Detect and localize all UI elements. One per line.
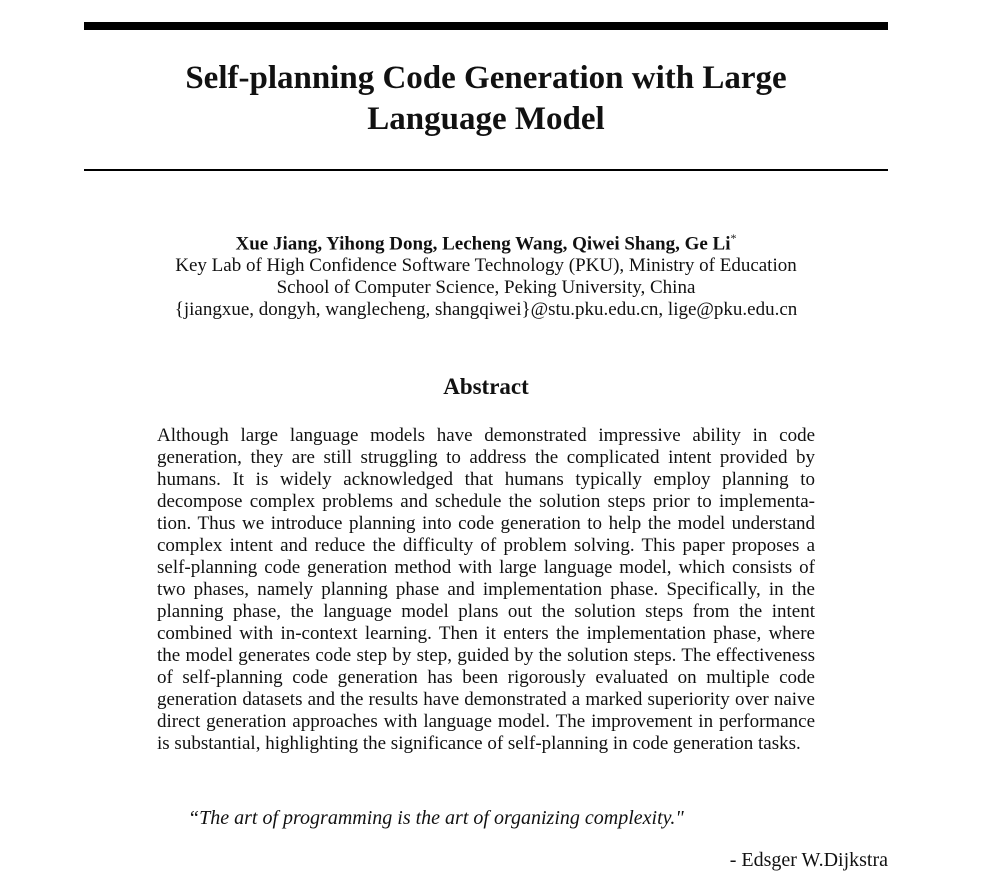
top-rule [84, 22, 888, 30]
author-list [84, 227, 888, 255]
author-block [84, 227, 888, 321]
title-line-1: Self-planning Code Generation with Large [185, 60, 787, 96]
epigraph-quote: “The art of programming is the art of organizing complexity." [188, 807, 684, 829]
author-emails: {jiangxue, dongyh, wanglecheng, shangqiwei}@stu.pku.edu.cn, lige@pku.edu.cn [174, 299, 798, 321]
affiliation-line-1: Key Lab of High Confidence Software Technology (PKU), Ministry of Education [175, 255, 797, 277]
affiliation-line-2: School of Computer Science, Peking University, China [276, 277, 696, 299]
corresponding-author-mark: * [730, 231, 737, 245]
abstract-text: Although large language models have demonstrated impressive ability in code generation, they are still struggling to address the complicated intent provided by humans. It is widely acknowledged that humans typically employ planning to decompose complex problems and schedule the solution steps prior to implementation. Thus we introduce planning into code generation to help the model understand complex intent and reduce the difficulty of problem solving. This paper proposes a self-planning code generation method with large language model, which consists of two phases, namely planning phase and implementation phase. Specifically, in the planning phase, the language model plans out the solution steps from the intent combined with in-context learning. Then it enters the implementation phase, where the model generates code step by step, guided by the solution steps. The effectiveness of self-planning code generation has been rigorously evaluated on multiple code generation datasets and the results have demonstrated a marked superiority over naive direct generation approaches with language model. The improvement in performance is substantial, highlighting the significance of self-planning in code generation tasks. [157, 425, 815, 754]
epigraph-attribution: - Edsger W.Dijkstra [729, 849, 888, 871]
bottom-rule [84, 169, 888, 171]
paper-title [84, 58, 888, 140]
author-names: Xue Jiang, Yihong Dong, Lecheng Wang, Qiwei Shang, Ge Li [235, 233, 731, 255]
abstract-heading: Abstract [443, 374, 529, 399]
title-line-2: Language Model [367, 101, 605, 137]
